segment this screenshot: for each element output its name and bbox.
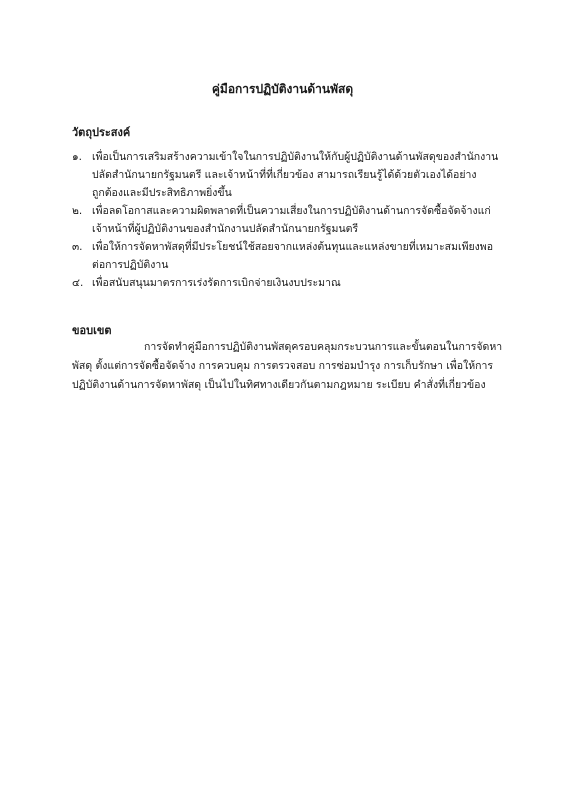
scope-text-line: ปฏิบัติงานด้านการจัดหาพัสดุ เป็นไปในทิศทางเดียวกันตามกฎหมาย ระเบียบ คำสั่งที่เกี่ยวข้อง [72,379,486,391]
objective-number: ๔. [72,277,84,289]
objective-number: ๓. [72,241,83,253]
objective-text-line: ถูกต้องและมีประสิทธิภาพยิ่งขึ้น [92,187,232,199]
objective-text-line: เพื่อลดโอกาสและความผิดพลาดที่เป็นความเสี่ยงในการปฏิบัติงานด้านการจัดซื้อจัดจ้างแก่ [92,205,491,217]
objective-text-line: ปลัดสำนักนายกรัฐมนตรี และเจ้าหน้าที่ที่เกี่ยวข้อง สามารถเรียนรู้ได้ด้วยตัวเองได้อย่าง [92,169,477,181]
scope-heading: ขอบเขต [72,324,112,337]
objectives-list [72,148,512,292]
scope-paragraph [72,338,512,395]
objective-text-line: เจ้าหน้าที่ผู้ปฏิบัติงานของสำนักงานปลัดสำนักนายกรัฐมนตรี [92,223,359,235]
objective-text-line: ต่อการปฏิบัติงาน [92,259,169,271]
objective-item [72,148,512,202]
objective-number: ๑. [72,151,83,163]
objectives-heading: วัตถุประสงค์ [72,126,131,139]
objective-item [72,202,512,238]
document-title: คู่มือการปฏิบัติงานด้านพัสดุ [211,82,354,96]
objective-text-line: เพื่อสนับสนุนมาตรการเร่งรัดการเบิกจ่ายเงินงบประมาณ [92,277,341,289]
objective-text-line: เพื่อเป็นการเสริมสร้างความเข้าใจในการปฏิบัติงานให้กับผู้ปฏิบัติงานด้านพัสดุของสำนักงาน [92,151,499,163]
objective-item [72,238,512,274]
scope-text-line: พัสดุ ตั้งแต่การจัดซื้อจัดจ้าง การควบคุม การตรวจสอบ การซ่อมบำรุง การเก็บรักษา เพื่อให้การ [72,360,494,372]
objective-number: ๒. [72,205,83,217]
objective-item [72,274,512,292]
scope-text-line: การจัดทำคู่มือการปฏิบัติงานพัสดุครอบคลุมกระบวนการและขั้นตอนในการจัดหา [144,341,503,353]
objective-text-line: เพื่อให้การจัดหาพัสดุที่มีประโยชน์ใช้สอยจากแหล่งต้นทุนและแหล่งขายที่เหมาะสมเพียงพอ [92,241,494,253]
